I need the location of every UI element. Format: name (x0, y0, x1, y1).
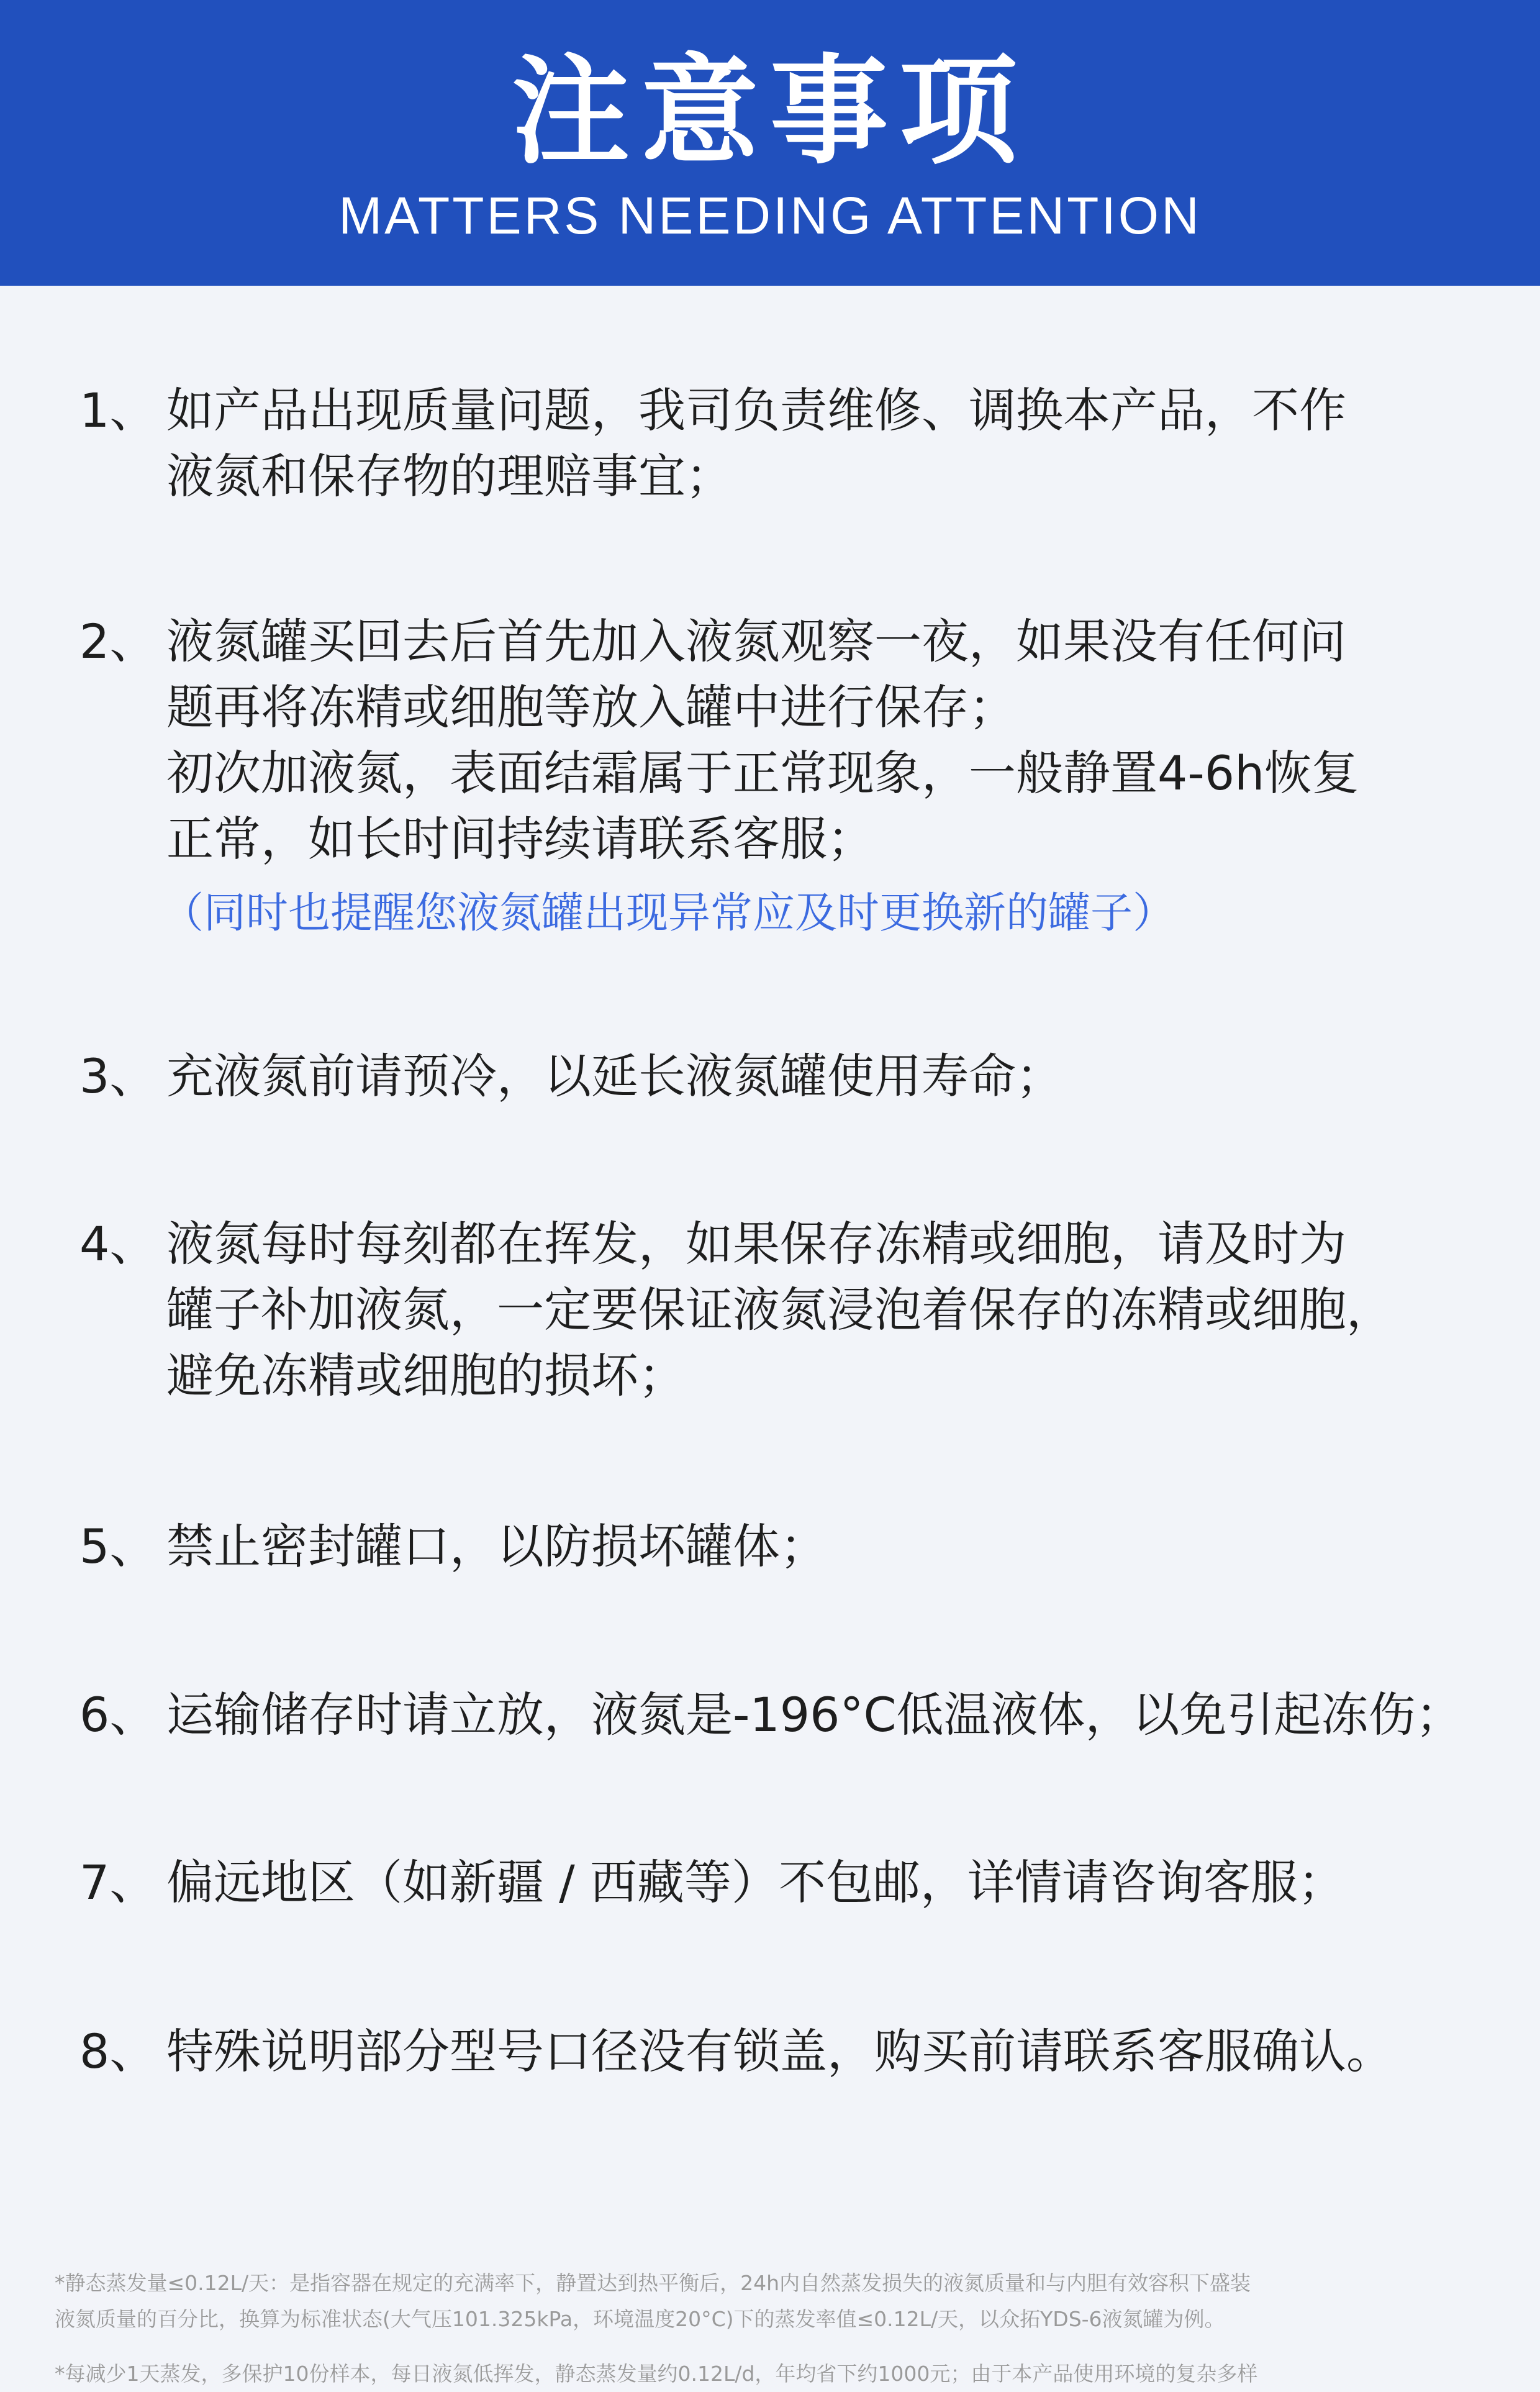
notice-item-4 (79, 1211, 1483, 1409)
notice-number: 5、 (79, 1519, 157, 1574)
notice-line: 充液氮前请预冷，以延长液氮罐使用寿命； (166, 1048, 1063, 1104)
footnote-line: *静态蒸发量≤0.12L/天：是指容器在规定的充满率下，静置达到热平衡后，24h内自然蒸发损失的液氮质量和与内胆有效容积下盛装 (55, 2271, 1251, 2295)
notice-item-8 (79, 2019, 1483, 2085)
notice-line: 避免冻精或细胞的损坏； (166, 1348, 686, 1403)
notice-line: 液氮罐买回去后首先加入液氮观察一夜，如果没有任何问 (166, 614, 1346, 669)
notice-line: 液氮每时每刻都在挥发，如果保存冻精或细胞，请及时为 (166, 1216, 1346, 1271)
notice-item-3 (79, 1044, 1483, 1109)
notice-item-5 (79, 1514, 1483, 1580)
notice-item-2 (79, 609, 1483, 947)
notice-text (166, 378, 1483, 509)
notice-line: 运输储存时请立放，液氮是-196°C低温液体，以免引起冻伤； (166, 1687, 1463, 1742)
notice-text (166, 1850, 1483, 1916)
notice-highlight-note: （同时也提醒您液氮罐出现异常应及时更换新的罐子） (161, 889, 1175, 938)
notice-line: 罐子补加液氮，一定要保证液氮浸泡着保存的冻精或细胞， (166, 1282, 1393, 1337)
header-banner (0, 0, 1540, 286)
footnote-line: 液氮质量的百分比，换算为标准状态(大气压101.325kPa，环境温度20°C)下的蒸发率值≤0.12L/天，以众拓YDS-6液氮罐为例。 (55, 2307, 1225, 2331)
notice-number: 7、 (79, 1855, 157, 1910)
footnote-evaporation (55, 2265, 1495, 2337)
page-title: 注意事项 (511, 43, 1028, 180)
notice-text (166, 1044, 1483, 1109)
notice-line: 初次加液氮，表面结霜属于正常现象，一般静置4-6h恢复 (166, 745, 1359, 801)
footnote-savings (55, 2356, 1495, 2392)
notice-line: 偏远地区（如新疆 / 西藏等）不包邮，详情请咨询客服； (166, 1855, 1345, 1910)
notice-line: 液氮和保存物的理赔事宜； (166, 448, 733, 504)
notice-text (166, 1514, 1483, 1580)
notice-line: 如产品出现质量问题，我司负责维修、调换本产品，不作 (166, 383, 1346, 438)
notice-number: 8、 (79, 2024, 157, 2079)
notice-number: 1、 (79, 383, 157, 438)
notice-number: 6、 (79, 1687, 157, 1742)
notice-text (166, 2019, 1483, 2085)
notice-line: 特殊说明部分型号口径没有锁盖，购买前请联系客服确认。 (166, 2024, 1393, 2079)
notice-text (166, 1211, 1483, 1409)
notice-text (166, 1682, 1483, 1748)
notice-number: 2、 (79, 614, 157, 669)
notice-item-7 (79, 1850, 1483, 1916)
notice-text (161, 609, 1483, 947)
notice-line: 禁止密封罐口，以防损坏罐体； (166, 1519, 827, 1574)
notice-number: 3、 (79, 1048, 157, 1104)
notice-item-6 (79, 1682, 1483, 1748)
page-subtitle: MATTERS NEEDING ATTENTION (338, 186, 1202, 245)
notice-number: 4、 (79, 1216, 157, 1271)
footnote-line: *每减少1天蒸发，多保护10份样本，每日液氮低挥发，静态蒸发量约0.12L/d，年均省下约1000元；由于本产品使用环境的复杂多样 (55, 2362, 1258, 2386)
notice-line: 题再将冻精或细胞等放入罐中进行保存； (166, 680, 1016, 735)
notice-item-1 (79, 378, 1483, 509)
notice-line: 正常，如长时间持续请联系客服； (166, 811, 874, 866)
